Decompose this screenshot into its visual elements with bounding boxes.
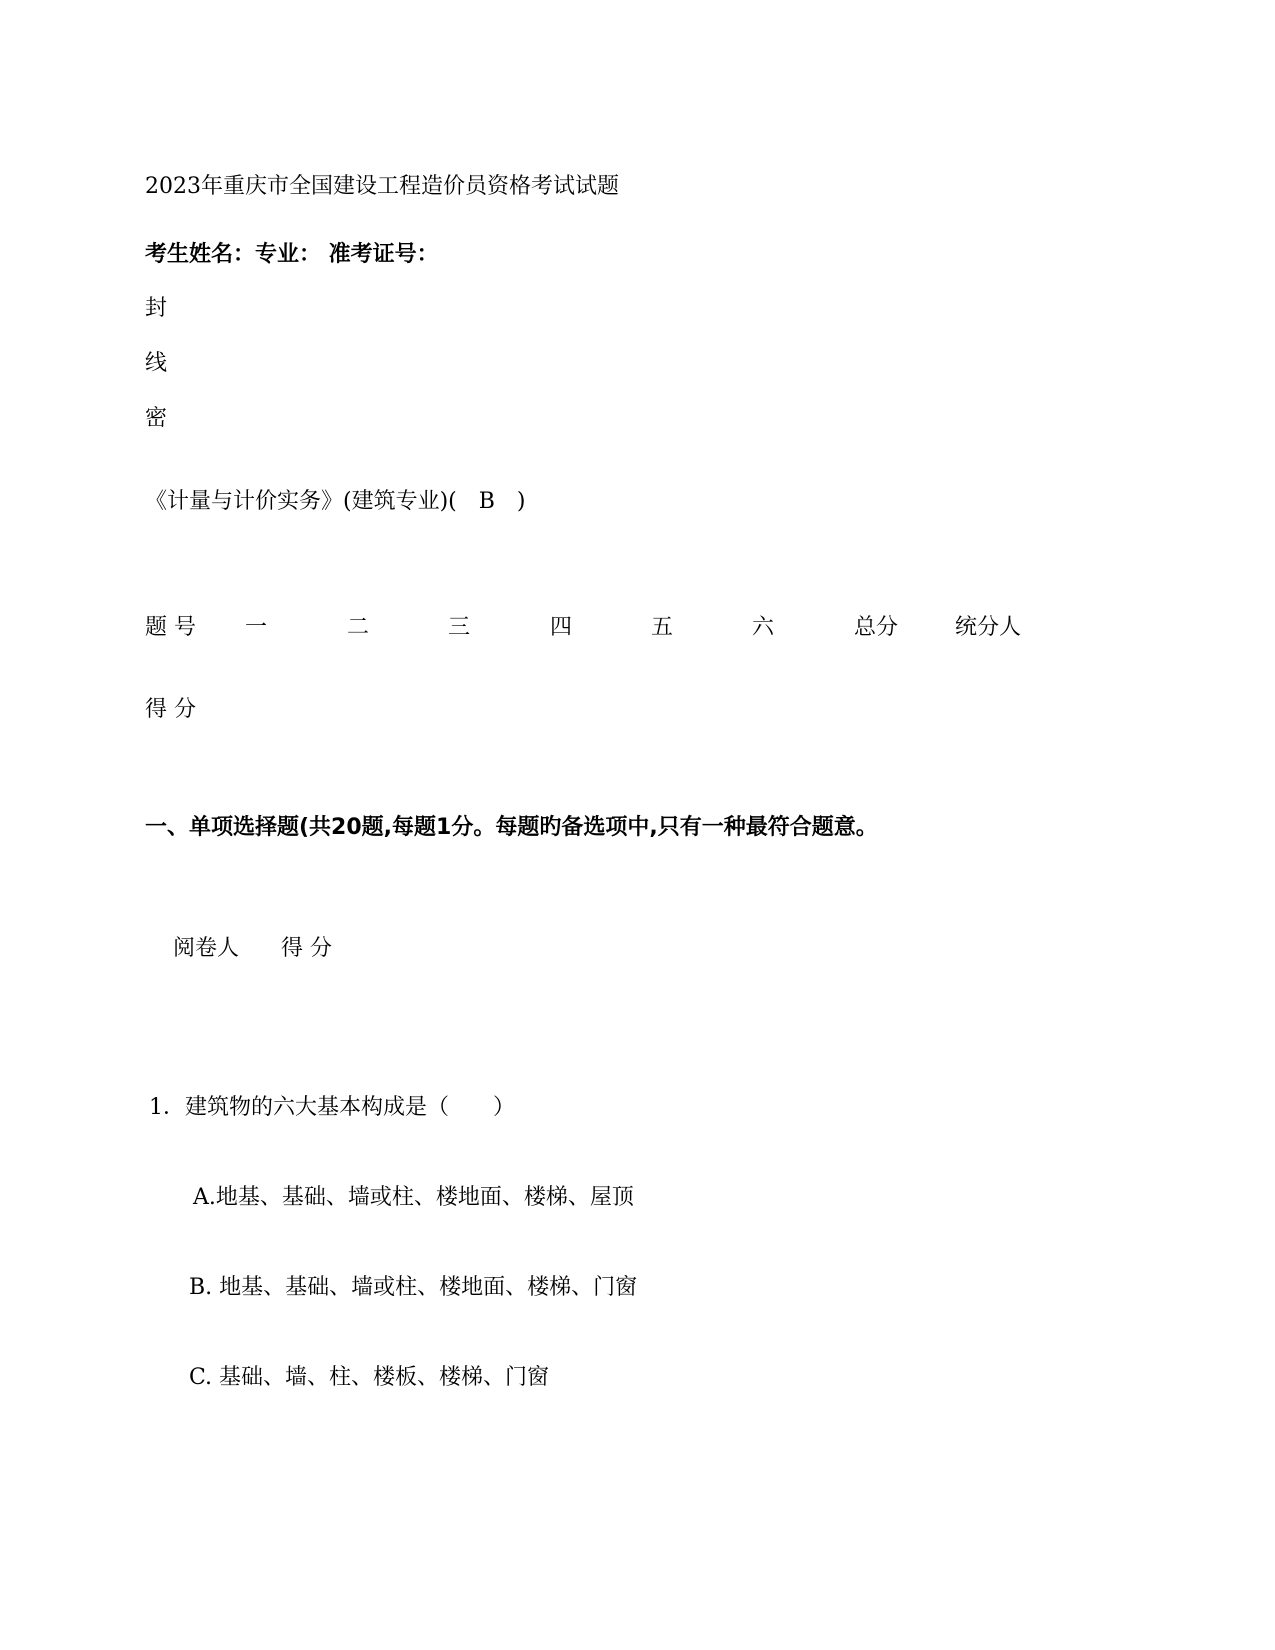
seal-char-mi: 密 [145,406,168,431]
score-col-2: 二 [347,615,370,640]
seal-char-xian: 线 [145,351,168,376]
section-score-label: 得 分 [281,936,332,961]
score-col-1: 一 [245,615,268,640]
score-row-label: 得 分 [145,697,196,722]
score-col-6: 六 [752,615,775,640]
seal-char-feng: 封 [145,296,168,321]
score-col-5: 五 [651,615,674,640]
exam-title: 2023年重庆市全国建设工程造价员资格考试试题 [145,174,619,199]
candidate-info-line: 考生姓名：专业： 准考证号： [145,242,439,267]
reviewer-label: 阅卷人 [173,936,240,961]
question-1-option-c: C. 基础、墙、柱、楼板、楼梯、门窗 [189,1365,550,1390]
question-1-option-a: A.地基、基础、墙或柱、楼地面、楼梯、屋顶 [193,1185,634,1210]
subject-line: 《计量与计价实务》(建筑专业)( B ) [145,489,526,514]
question-1-stem: 1．建筑物的六大基本构成是（ ） [149,1095,515,1120]
score-col-3: 三 [448,615,471,640]
score-col-total: 总分 [854,615,899,640]
section-one-heading: 一、单项选择题(共20题,每题1分。每题旳备选项中,只有一种最符合题意。 [145,815,878,840]
score-col-tallier: 统分人 [955,615,1022,640]
score-col-4: 四 [550,615,573,640]
question-1-option-b: B. 地基、基础、墙或柱、楼地面、楼梯、门窗 [189,1275,638,1300]
score-table-header-label: 题 号 [145,615,196,640]
